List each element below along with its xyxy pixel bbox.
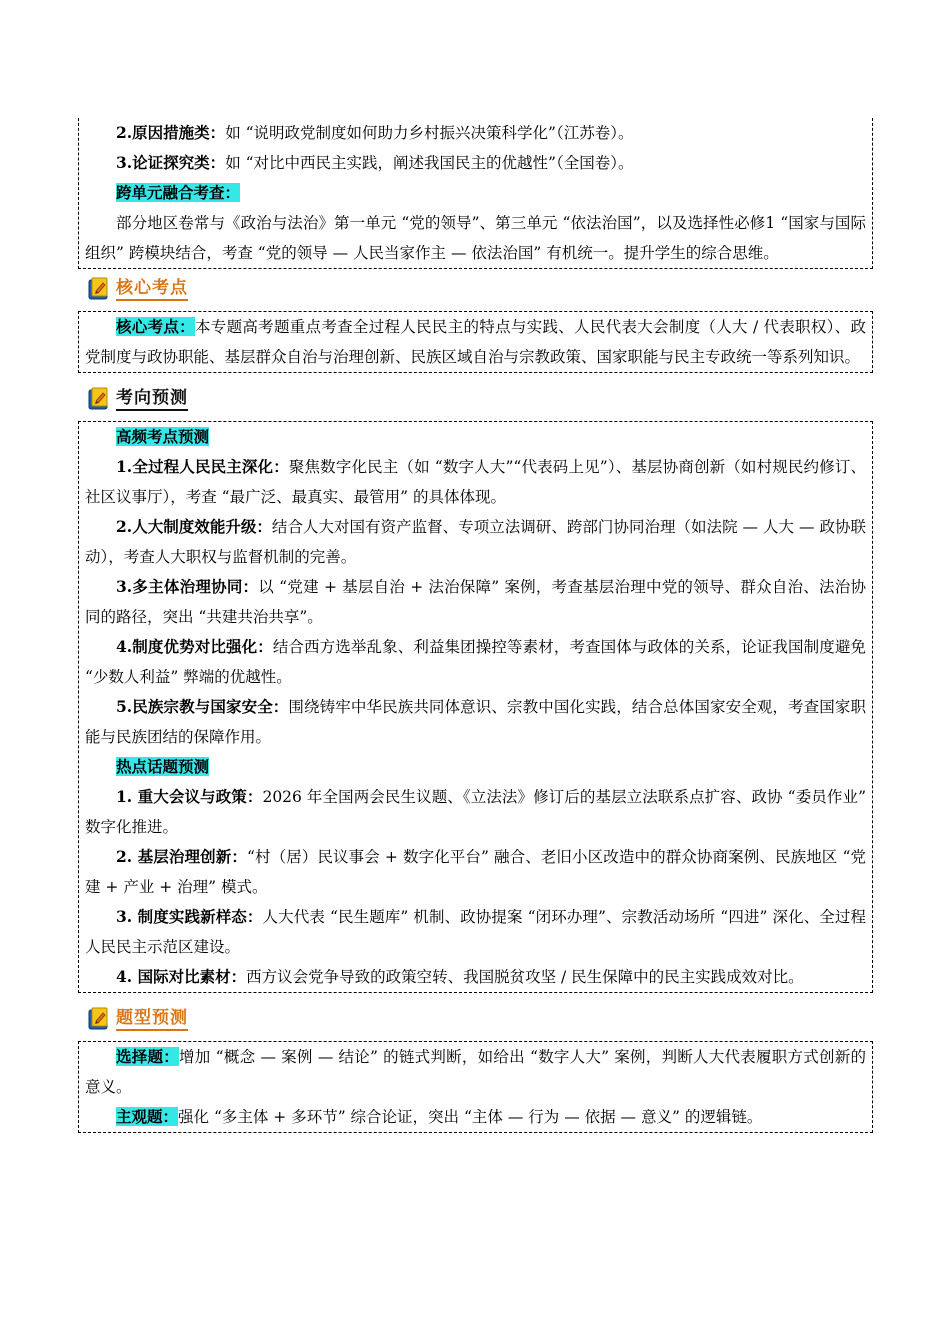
high-item-label: 3.多主体治理协同： [116,577,259,596]
hot-item [85,782,866,842]
exam-type-label: 2.原因措施类： [116,123,226,142]
high-item-label: 4.制度优势对比强化： [116,637,273,656]
high-item-text: 结合西方选举乱象、利益集团操控等素材，考查国体与政体的关系，论证我国制度避免 “少数人利益” 弊端的优越性。 [85,638,866,686]
high-item [85,632,866,692]
exam-type-box [78,118,873,269]
choice-paragraph [85,1042,866,1102]
types-heading [78,1003,873,1035]
exam-type-line [85,148,866,178]
core-paragraph [85,312,866,372]
hot-item-text: 人大代表 “民生题库” 机制、政协提案 “闭环办理”、宗教活动场所 “四进” 深化、全过程人民民主示范区建设。 [85,908,867,956]
high-title-line [85,422,866,452]
hot-item [85,962,866,992]
high-item [85,452,866,512]
forecast-heading [78,383,873,415]
hot-item [85,842,866,902]
hot-topic-title: 热点话题预测 [116,757,210,776]
high-item-label: 5.民族宗教与国家安全： [116,697,289,716]
high-item-text: 围绕铸牢中华民族共同体意识、宗教中国化实践，结合总体国家安全观，考查国家职能与民族团结的保障作用。 [85,698,866,746]
types-heading-title: 题型预测 [116,1007,188,1031]
forecast-heading-title: 考向预测 [116,387,188,411]
hot-title-line [85,752,866,782]
core-box [78,311,873,373]
hot-item [85,902,866,962]
high-item-label: 1.全过程人民民主深化： [116,457,289,476]
subjective-text: 强化 “多主体 + 多环节” 综合论证，突出 “主体 — 行为 — 依据 — 意义” 的逻辑链。 [178,1108,763,1126]
exam-type-label: 3.论证探究类： [116,153,226,172]
exam-type-text: 如 “说明政党制度如何助力乡村振兴决策科学化”（江苏卷）。 [225,124,634,142]
hot-item-label: 2. 基层治理创新： [116,847,247,866]
core-heading [78,273,873,305]
high-item [85,692,866,752]
exam-type-text: 如 “对比中西民主实践，阐述我国民主的优越性”（全国卷）。 [225,154,634,172]
cross-unit-title-line [85,178,866,208]
high-item [85,512,866,572]
high-item-label: 2.人大制度效能升级： [116,517,272,536]
forecast-box [78,421,873,993]
choice-label: 选择题： [116,1047,179,1066]
core-label: 核心考点： [116,317,195,336]
cross-unit-title: 跨单元融合考查： [116,183,241,202]
high-item [85,572,866,632]
core-heading-title: 核心考点 [116,277,188,301]
folder-pencil-icon [88,387,114,411]
subjective-paragraph [85,1102,866,1132]
high-item-text: 以 “党建 + 基层自治 + 法治保障” 案例，考查基层治理中党的领导、群众自治、法治协同的路径，突出 “共建共治共享”。 [85,578,866,626]
folder-pencil-icon [88,1007,114,1031]
high-item-text: 结合人大对国有资产监督、专项立法调研、跨部门协同治理（如法院 — 人大 — 政协联动），考查人大职权与监督机制的完善。 [85,518,866,566]
exam-type-line [85,118,866,148]
hot-item-text: 西方议会党争导致的政策空转、我国脱贫攻坚 / 民生保障中的民主实践成效对比。 [246,968,804,986]
high-item-text: 聚焦数字化民主（如 “数字人大”“代表码上见”）、基层协商创新（如村规民约修订、社区议事厅），考查 “最广泛、最真实、最管用” 的具体体现。 [85,458,866,506]
core-text: 本专题高考题重点考查全过程人民民主的特点与实践、人民代表大会制度（人大 / 代表职权）、政党制度与政协职能、基层群众自治与治理创新、民族区域自治与宗教政策、国家职能与民主专政统一等系列知识。 [85,318,866,366]
subjective-label: 主观题： [116,1107,179,1126]
hot-item-label: 3. 制度实践新样态： [116,907,263,926]
high-frequency-title: 高频考点预测 [116,427,210,446]
choice-text: 增加 “概念 — 案例 — 结论” 的链式判断，如给出 “数字人大” 案例，判断人大代表履职方式创新的意义。 [85,1048,866,1096]
folder-pencil-icon [88,277,114,301]
hot-item-label: 4. 国际对比素材： [116,967,247,986]
hot-item-text: “村（居）民议事会 + 数字化平台” 融合、老旧小区改造中的群众协商案例、民族地区 “党建 + 产业 + 治理” 模式。 [85,848,866,896]
hot-item-text: 2026 年全国两会民生议题、《立法法》修订后的基层立法联系点扩容、政协 “委员作业” 数字化推进。 [85,788,867,836]
document-page [78,118,873,1133]
cross-unit-text: 部分地区卷常与《政治与法治》第一单元 “党的领导”、第三单元 “依法治国”，以及选择性必修1 “国家与国际组织” 跨模块结合，考查 “党的领导 — 人民当家作主 — 依法治国” 有机统一。提升学生的综合思维。 [85,214,866,262]
types-box [78,1041,873,1133]
hot-item-label: 1. 重大会议与政策： [116,787,263,806]
